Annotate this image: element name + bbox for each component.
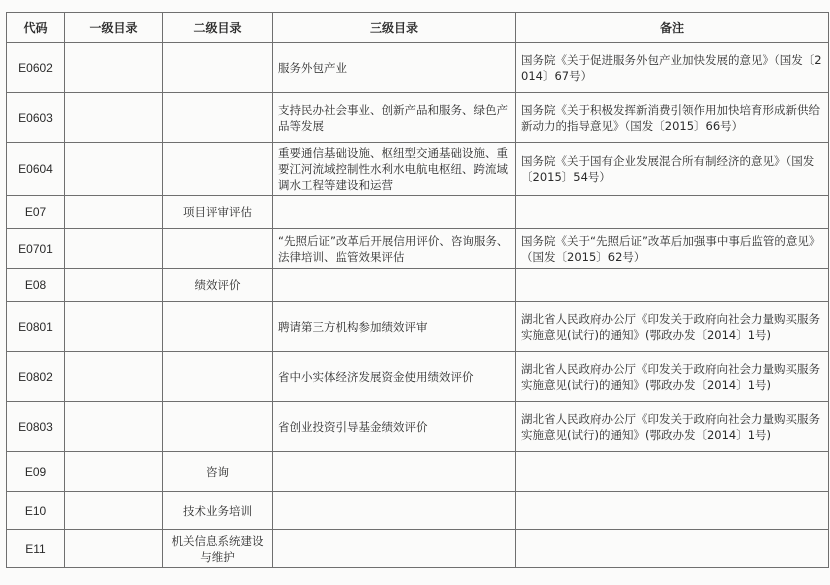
row-level2 xyxy=(163,143,273,196)
header-note: 备注 xyxy=(516,13,829,43)
row-note: 国务院《关于“先照后证”改革后加强事中事后监管的意见》（国发〔2015〕62号） xyxy=(516,229,829,269)
table-header xyxy=(7,13,829,43)
table-row xyxy=(7,269,829,302)
row-level2 xyxy=(163,93,273,143)
row-code: E0801 xyxy=(7,302,65,352)
table-row xyxy=(7,530,829,568)
row-note: 国务院《关于国有企业发展混合所有制经济的意见》（国发〔2015〕54号） xyxy=(516,143,829,196)
row-level1 xyxy=(65,229,163,269)
row-level3 xyxy=(273,196,516,229)
row-level3 xyxy=(273,269,516,302)
row-code: E11 xyxy=(7,530,65,568)
row-level2: 技术业务培训 xyxy=(163,492,273,530)
row-code: E09 xyxy=(7,452,65,492)
table-row xyxy=(7,43,829,93)
table-row xyxy=(7,196,829,229)
table-row xyxy=(7,402,829,452)
row-code: E10 xyxy=(7,492,65,530)
table-row xyxy=(7,452,829,492)
row-level1 xyxy=(65,43,163,93)
row-level1 xyxy=(65,302,163,352)
row-level3: “先照后证”改革后开展信用评价、咨询服务、法律培训、监管效果评估 xyxy=(273,229,516,269)
row-note: 国务院《关于积极发挥新消费引领作用加快培育形成新供给新动力的指导意见》（国发〔2015〕66号） xyxy=(516,93,829,143)
row-level2 xyxy=(163,402,273,452)
row-note xyxy=(516,452,829,492)
table-row xyxy=(7,492,829,530)
row-level3 xyxy=(273,452,516,492)
table-row xyxy=(7,143,829,196)
row-level3: 省创业投资引导基金绩效评价 xyxy=(273,402,516,452)
row-level2 xyxy=(163,43,273,93)
catalog-table xyxy=(6,12,829,568)
row-note xyxy=(516,196,829,229)
row-level2: 咨询 xyxy=(163,452,273,492)
header-row xyxy=(7,13,829,43)
row-level3: 支持民办社会事业、创新产品和服务、绿色产品等发展 xyxy=(273,93,516,143)
table-body xyxy=(7,43,829,568)
table-row xyxy=(7,93,829,143)
row-level1 xyxy=(65,530,163,568)
row-level1 xyxy=(65,143,163,196)
table-row xyxy=(7,302,829,352)
row-code: E07 xyxy=(7,196,65,229)
row-note xyxy=(516,530,829,568)
header-code: 代码 xyxy=(7,13,65,43)
row-code: E0604 xyxy=(7,143,65,196)
row-note: 国务院《关于促进服务外包产业加快发展的意见》（国发〔2014〕67号） xyxy=(516,43,829,93)
row-level2 xyxy=(163,229,273,269)
row-level1 xyxy=(65,93,163,143)
row-level1 xyxy=(65,196,163,229)
row-level1 xyxy=(65,352,163,402)
row-level3: 重要通信基础设施、枢纽型交通基础设施、重要江河流域控制性水利水电航电枢纽、跨流域调水工程等建设和运营 xyxy=(273,143,516,196)
row-code: E0602 xyxy=(7,43,65,93)
row-level3 xyxy=(273,492,516,530)
row-note: 湖北省人民政府办公厅《印发关于政府向社会力量购买服务实施意见(试行)的通知》(鄂政办发〔2014〕1号) xyxy=(516,352,829,402)
row-level3: 服务外包产业 xyxy=(273,43,516,93)
header-level1: 一级目录 xyxy=(65,13,163,43)
row-level2: 项目评审评估 xyxy=(163,196,273,229)
row-level1 xyxy=(65,402,163,452)
row-code: E0802 xyxy=(7,352,65,402)
row-level2: 机关信息系统建设与维护 xyxy=(163,530,273,568)
table-row xyxy=(7,352,829,402)
row-code: E0803 xyxy=(7,402,65,452)
row-level2 xyxy=(163,352,273,402)
row-code: E08 xyxy=(7,269,65,302)
row-note: 湖北省人民政府办公厅《印发关于政府向社会力量购买服务实施意见(试行)的通知》(鄂政办发〔2014〕1号) xyxy=(516,402,829,452)
row-level1 xyxy=(65,452,163,492)
header-level2: 二级目录 xyxy=(163,13,273,43)
header-level3: 三级目录 xyxy=(273,13,516,43)
row-note xyxy=(516,269,829,302)
row-note xyxy=(516,492,829,530)
row-level2 xyxy=(163,302,273,352)
row-level2: 绩效评价 xyxy=(163,269,273,302)
row-code: E0603 xyxy=(7,93,65,143)
row-code: E0701 xyxy=(7,229,65,269)
row-level1 xyxy=(65,492,163,530)
row-level3: 省中小实体经济发展资金使用绩效评价 xyxy=(273,352,516,402)
row-level3: 聘请第三方机构参加绩效评审 xyxy=(273,302,516,352)
row-level1 xyxy=(65,269,163,302)
table-row xyxy=(7,229,829,269)
row-note: 湖北省人民政府办公厅《印发关于政府向社会力量购买服务实施意见(试行)的通知》(鄂政办发〔2014〕1号) xyxy=(516,302,829,352)
row-level3 xyxy=(273,530,516,568)
